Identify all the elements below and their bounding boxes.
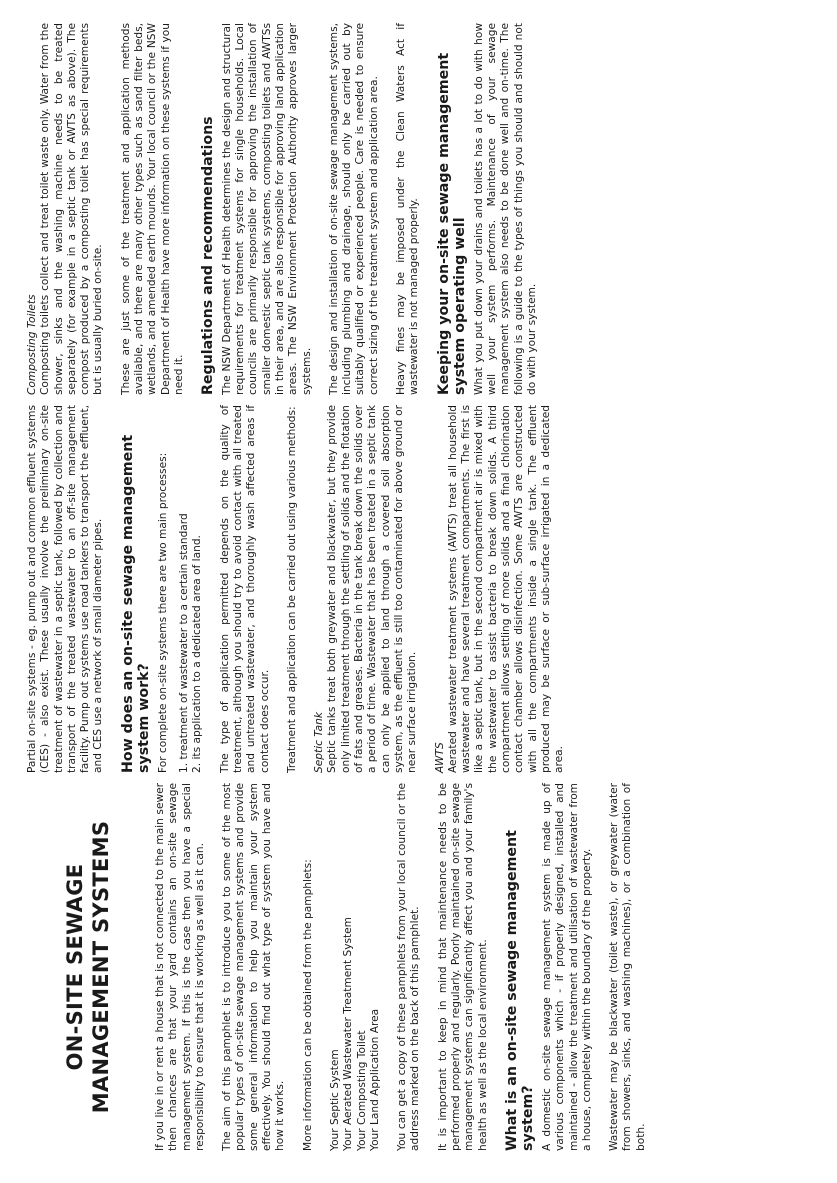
how-intro-paragraph: For complete on-site systems there are two main processes: — [156, 452, 169, 773]
composting-subheading: Composting Toilets — [26, 294, 38, 395]
awts-text: Aerated wastewater treatment systems (AWTS) treat all household wastewater and have several treatment compartments. The first is like a septic tank, but in the second compartment air is mixed with the wastewater to assist bacteria to break down solids. A third compartment allows settling of more solids and a final chlorination contact chamber allows disinfection. Some AWTS are constructed with all the compartments inside a single tank. The effluent produced may be surface or sub-surface irrigated in a dedicated area. — [446, 405, 566, 773]
intro-paragraph-3: More information can be obtained from the pamphlets: — [301, 859, 314, 1151]
column-2 — [26, 405, 581, 773]
septic-section — [313, 405, 419, 773]
awts-subheading: AWTS — [433, 742, 446, 773]
regulations-heading: Regulations and recommendations — [200, 116, 217, 395]
what-is-paragraph-2: Wastewater may be blackwater (toilet waste), or greywater (water from showers, sinks, and washing machines), or a combination of both. — [608, 783, 647, 1151]
regulations-paragraph: The NSW Department of Health determines the design and structural requirements for treatment systems for single households. Local councils are primarily responsible for approving the installation of smaller domestic septic tank systems, composting toilets and AWTSs in their area, and are also responsible for approving land application areas. The NSW Environment Protection Authority approves larger systems. — [220, 23, 313, 395]
septic-text: Septic tanks treat both greywater and blackwater, but they provide only limited treatment through the settling of solids and the flotation of fats and greases. Bacteria in the tank break down the solids over a period of time. Wastewater that has been treated in a septic tank can only be applied to land through a covered soil absorption system, as the effluent is still too contaminated for above ground or near surface irrigation. — [326, 405, 419, 773]
partial-systems-paragraph: Partial on-site systems - eg. pump out and common effluent systems (CES) - also exist. These usually involve the preliminary on-site treatment of wastewater in a septic tank, followed by collection and transport of the treated wastewater to an off-site management facility. Pump out systems use road tankers to transport the effluent, and CES use a network of small diameter pipes. — [26, 405, 105, 773]
pamphlet-item: Your Aerated Wastewater Treatment System — [342, 917, 355, 1151]
keeping-paragraph: What you put down your drains and toilets has a lot to do with how well your system performs. Maintenance of your sewage management system also needs to be done well and on-time. The following is a guide to the types of things you should and should not do with your system. — [472, 23, 538, 395]
process-item: 1. treatment of wastewater to a certain standard — [178, 513, 191, 773]
column-1 — [14, 783, 662, 1151]
design-paragraph: The design and installation of on-site sewage management systems, including plumbing and drainage, should only be carried out by suitably qualified or experienced people. Care is needed to ensure correct sizing of the treatment system and application area. — [327, 23, 380, 395]
process-list — [178, 405, 205, 773]
page-title — [62, 783, 114, 1151]
title-line-2: MANAGEMENT SYSTEMS — [89, 820, 113, 1114]
composting-section — [26, 23, 106, 395]
how-it-works-heading: How does an on-site sewage management system work? — [119, 434, 153, 773]
other-methods-paragraph: These are just some of the treatment and application methods available, and there are many other types such as sand filter beds, wetlands, and amended earth mounds. Your local council or the NSW Department of Health have more information on these systems if you need it. — [119, 23, 185, 395]
copy-paragraph: You can get a copy of these pamphlets from your local council or the address marked on the back of this pamphlet. — [396, 783, 422, 1151]
pamphlet-item: Your Septic System — [328, 1049, 341, 1151]
keeping-heading: Keeping your on-site sewage management system operating well — [435, 52, 469, 395]
title-line-1: ON-SITE SEWAGE — [63, 863, 87, 1071]
application-paragraph: The type of application permitted depends on the quality of treatment, although you should try to avoid contact with all treated and untreated wastewater, and thoroughly wash affected areas if contact does occur. — [218, 405, 271, 773]
composting-text: Composting toilets collect and treat toilet waste only. Water from the shower, sinks and the washing machine needs to be treated separately (for example in a septic tank or AWTS as above). The compost produced by a composting toilet has special requirements but is usually buried on-site. — [39, 23, 105, 395]
fines-paragraph: Heavy fines may be imposed under the Clean Waters Act if wastewater is not managed properly. — [395, 23, 421, 395]
awts-section — [434, 405, 567, 773]
pamphlet-item: Your Composting Toilet — [355, 1030, 368, 1151]
treatment-methods-paragraph: Treatment and application can be carried out using various methods: — [285, 406, 298, 773]
pamphlet-list — [329, 783, 382, 1151]
intro-paragraph-2: The aim of this pamphlet is to introduce you to some of the most popular types of on-site sewage management systems and provide some general information to help you maintain your system effectively. You should find out what type of system you have and how it works. — [221, 783, 287, 1151]
intro-paragraph-1: If you live in or rent a house that is not connected to the main sewer then chances are that your yard contains an on-site sewage management system. If this is the case then you have a special responsibility to ensure that it is working as well as it can. — [154, 783, 206, 1151]
what-is-heading: What is an on-site sewage management system? — [503, 830, 537, 1151]
pamphlet-item: Your Land Application Area — [368, 1008, 381, 1151]
septic-subheading: Septic Tank — [313, 712, 326, 773]
maintenance-paragraph: It is important to keep in mind that maintenance needs to be performed properly and regularly. Poorly maintained on-site sewage management systems can significantly affect you and your family's health as well as the local environment. — [436, 783, 489, 1151]
what-is-paragraph-1: A domestic on-site sewage management system is made up of various components which - if properly designed, installed and maintained - allow the treatment and utilisation of wastewater from a house, completely within the boundary of the property. — [540, 783, 593, 1151]
column-3 — [26, 23, 553, 395]
process-item: 2. its application to a dedicated area of land. — [191, 535, 204, 773]
